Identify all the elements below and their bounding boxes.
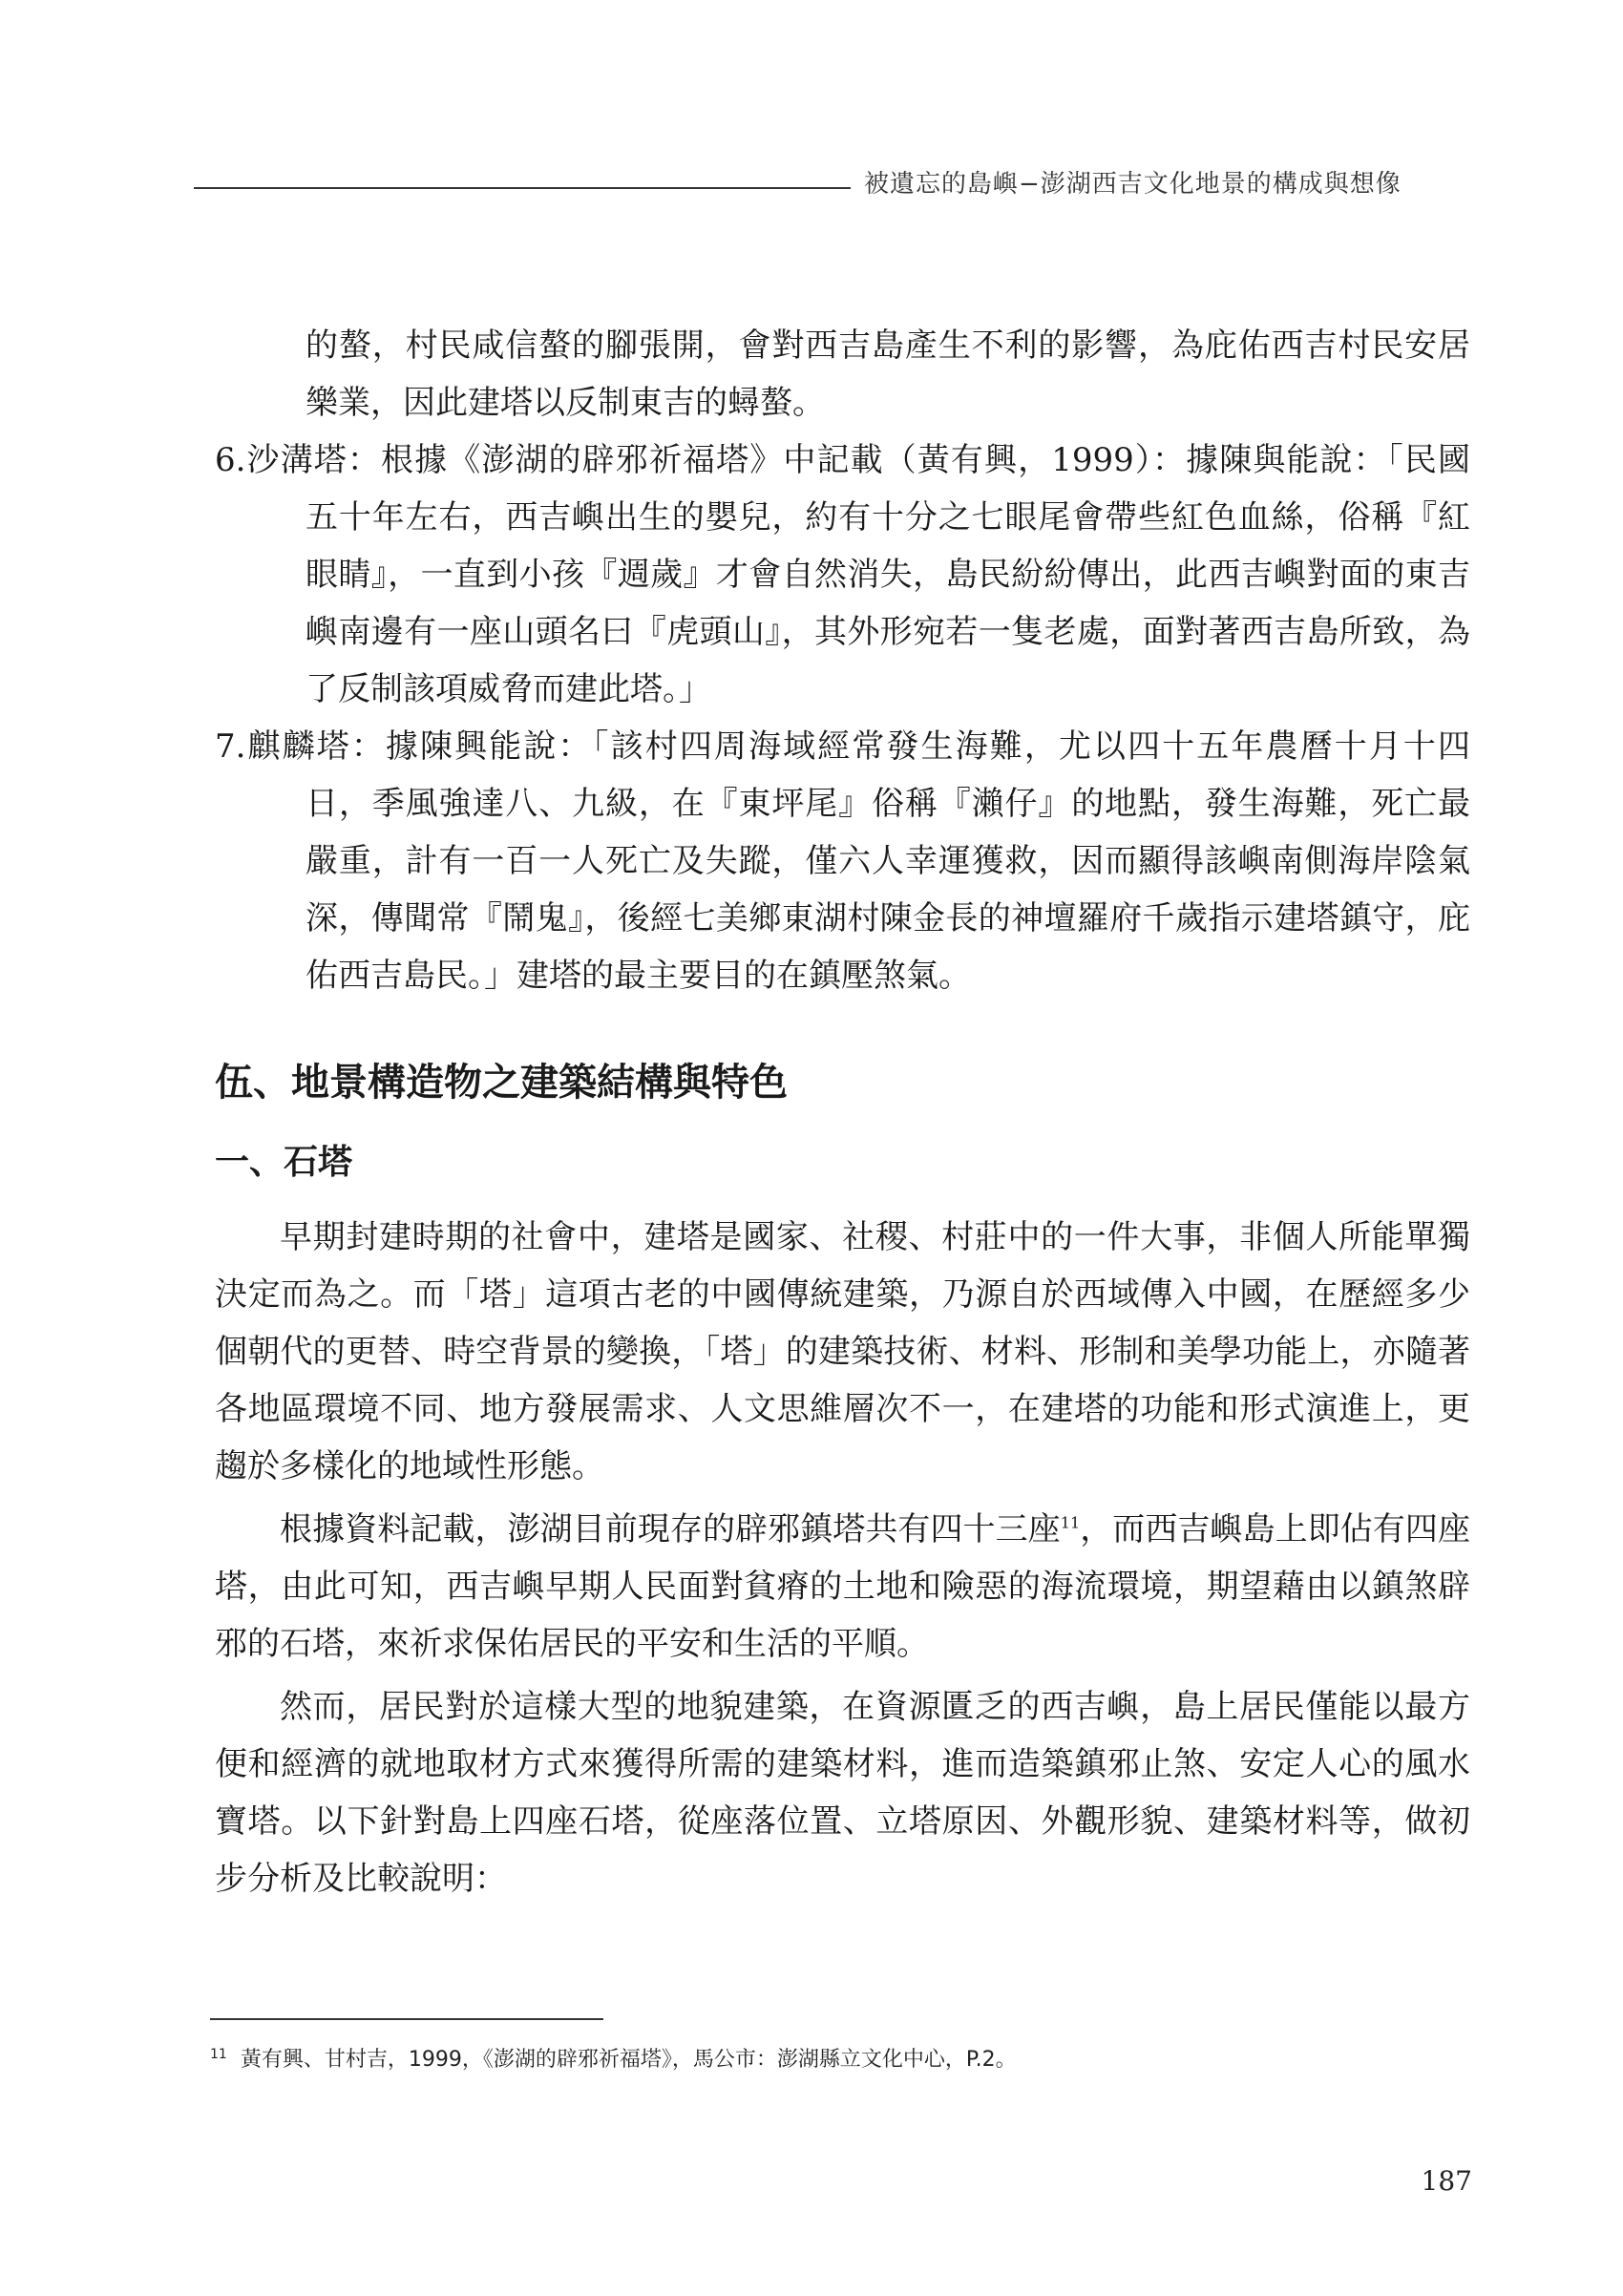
text-line: 了反制該項威脅而建此塔。」	[306, 670, 711, 708]
footnote	[210, 2043, 1451, 2073]
text-line: 佑西吉島民。」建塔的最主要目的在鎮壓煞氣。	[306, 957, 971, 995]
paragraph-records	[215, 1501, 1470, 1673]
text-line: 然而，居民對於這樣大型的地貌建築，在資源匱乏的西吉嶼，島上居民僅能以最方	[280, 1688, 1470, 1726]
text-line: 寶塔。以下針對島上四座石塔，從座落位置、立塔原因、外觀形貌、建築材料等，做初	[215, 1802, 1470, 1841]
text-line: 五十年左右，西吉嶼出生的嬰兒，約有十分之七眼尾會帶些紅色血絲，俗稱『紅	[306, 498, 1470, 537]
paragraph-early-feudal	[215, 1209, 1470, 1495]
footnote-reference[interactable]: 11	[1060, 1513, 1081, 1532]
text-segment: ，而西吉嶼島上即佔有四座	[1080, 1510, 1470, 1548]
section-heading: 伍、地景構造物之建築結構與特色	[215, 1060, 788, 1105]
page-number: 187	[1421, 2165, 1472, 2197]
text-line: 邪的石塔，來祈求保佑居民的平安和生活的平順。	[215, 1625, 929, 1663]
continued-paragraph	[306, 317, 1470, 432]
text-segment: 根據資料記載，澎湖目前現存的辟邪鎮塔共有四十三座	[280, 1510, 1061, 1548]
page-content	[215, 317, 1470, 1913]
footnote-number: 11	[210, 2046, 227, 2062]
list-item-shagou-tower	[215, 432, 1470, 718]
text-line: 樂業，因此建塔以反制東吉的蟳螯。	[306, 384, 825, 422]
text-line: 的螯，村民咸信螯的腳張開，會對西吉島產生不利的影響，為庇佑西吉村民安居	[306, 326, 1470, 365]
text-line: 日，季風強達八、九級，在『東坪尾』俗稱『瀨仔』的地點，發生海難，死亡最	[306, 785, 1470, 823]
text-line: 深，傳聞常『鬧鬼』，後經七美鄉東湖村陳金長的神壇羅府千歲指示建塔鎮守，庇	[306, 899, 1470, 937]
running-header-title: 被遺忘的島嶼−澎湖西吉文化地景的構成與想像	[864, 170, 1402, 199]
text-line: 早期封建時期的社會中，建塔是國家、社稷、村莊中的一件大事，非個人所能單獨	[280, 1218, 1470, 1256]
text-line: 眼睛』，一直到小孩『週歲』才會自然消失，島民紛紛傳出，此西吉嶼對面的東吉	[306, 556, 1470, 594]
paragraph-residents	[215, 1678, 1470, 1907]
footnote-rule	[210, 2018, 603, 2020]
text-line: 各地區環境不同、地方發展需求、人文思維層次不一，在建塔的功能和形式演進上，更	[215, 1390, 1470, 1428]
list-item-qilin-tower	[215, 718, 1470, 1004]
text-line: 嶼南邊有一座山頭名曰『虎頭山』，其外形宛若一隻老處，面對著西吉島所致，為	[306, 613, 1470, 651]
text-line: 趨於多樣化的地域性形態。	[215, 1447, 604, 1485]
footnote-text: 黃有興、甘村吉，1999，《澎湖的辟邪祈福塔》，馬公市：澎湖縣立文化中心，P.2。	[240, 2048, 1017, 2072]
header-rule	[194, 187, 851, 189]
text-line: 個朝代的更替、時空背景的變換，「塔」的建築技術、材料、形制和美學功能上，亦隨著	[215, 1333, 1470, 1371]
text-line: 便和經濟的就地取材方式來獲得所需的建築材料，進而造築鎮邪止煞、安定人心的風水	[215, 1745, 1470, 1783]
text-line: 嚴重，計有一百一人死亡及失蹤，僅六人幸運獲救，因而顯得該嶼南側海岸陰氣	[306, 842, 1470, 880]
text-line: 塔，由此可知，西吉嶼早期人民面對貧瘠的土地和險惡的海流環境，期望藉由以鎮煞辟	[215, 1568, 1470, 1606]
text-line	[215, 1501, 1470, 1558]
sub-heading: 一、石塔	[215, 1142, 353, 1182]
text-line: 決定而為之。而「塔」這項古老的中國傳統建築，乃源自於西域傳入中國，在歷經多少	[215, 1275, 1470, 1314]
text-line: 步分析及比較說明：	[215, 1860, 507, 1898]
text-line: 6.沙溝塔：根據《澎湖的辟邪祈福塔》中記載（黃有興，1999）：據陳與能說：「民國	[215, 441, 1470, 479]
text-line: 7.麒麟塔：據陳興能說：「該村四周海域經常發生海難，尤以四十五年農曆十月十四	[215, 727, 1470, 766]
